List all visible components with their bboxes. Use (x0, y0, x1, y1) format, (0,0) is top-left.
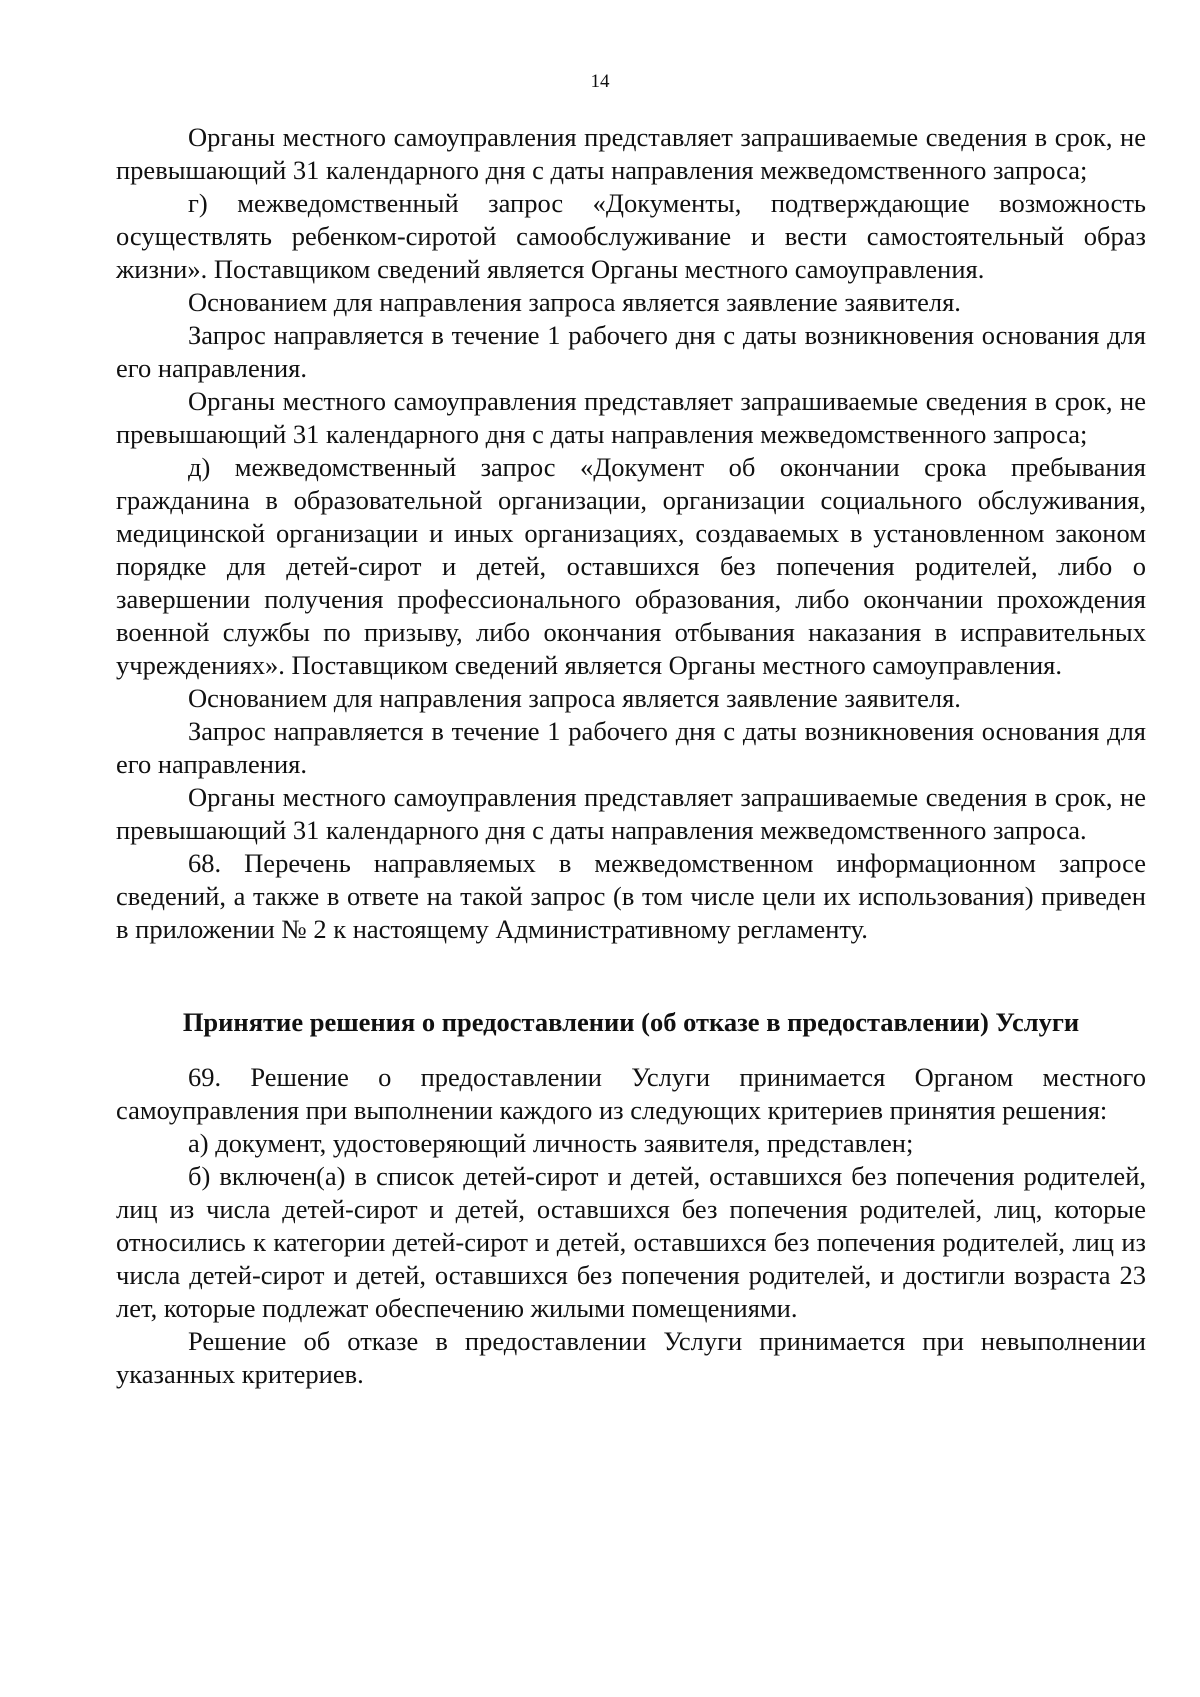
paragraph: д) межведомственный запрос «Документ об окончании срока пребывания гражданина в образовательной организации, организации социального обслуживания, медицинской организации и иных организациях, создаваемых в установленном законом порядке для детей-сирот и детей, оставшихся без попечения родителей, либо о завершении получения профессионального образования, либо окончании прохождения военной службы по призыву, либо окончания отбывания наказания в исправительных учреждениях». Поставщиком сведений является Органы местного самоуправления. (116, 452, 1146, 680)
section-heading: Принятие решения о предоставлении (об отказе в предоставлении) Услуги (182, 1007, 1080, 1037)
paragraph: Органы местного самоуправления представляет запрашиваемые сведения в срок, не превышающий 31 календарного дня с даты направления межведомственного запроса. (116, 782, 1146, 845)
paragraph: б) включен(а) в список детей-сирот и детей, оставшихся без попечения родителей, лиц из числа детей-сирот и детей, оставшихся без попечения родителей, лиц, которые относились к категории детей-сирот и детей, оставшихся без попечения родителей, лиц из числа детей-сирот и детей, оставшихся без попечения родителей, и достигли возраста 23 лет, которые подлежат обеспечению жилыми помещениями. (116, 1161, 1146, 1323)
paragraph: Органы местного самоуправления представляет запрашиваемые сведения в срок, не превышающий 31 календарного дня с даты направления межведомственного запроса; (116, 122, 1146, 185)
paragraph: 68. Перечень направляемых в межведомственном информационном запросе сведений, а также в ответе на такой запрос (в том числе цели их использования) приведен в приложении № 2 к настоящему Административному регламенту. (116, 848, 1146, 944)
paragraph: г) межведомственный запрос «Документы, подтверждающие возможность осуществлять ребенком-сиротой самообслуживание и вести самостоятельный образ жизни». Поставщиком сведений является Органы местного самоуправления. (116, 188, 1146, 284)
paragraph: Органы местного самоуправления представляет запрашиваемые сведения в срок, не превышающий 31 календарного дня с даты направления межведомственного запроса; (116, 386, 1146, 449)
paragraph: Основанием для направления запроса является заявление заявителя. (188, 683, 961, 713)
paragraph: Решение об отказе в предоставлении Услуги принимается при невыполнении указанных критериев. (116, 1326, 1146, 1389)
paragraph: Основанием для направления запроса является заявление заявителя. (188, 287, 961, 317)
page-number: 14 (590, 71, 610, 92)
paragraph: а) документ, удостоверяющий личность заявителя, представлен; (188, 1128, 914, 1158)
paragraph: 69. Решение о предоставлении Услуги принимается Органом местного самоуправления при выполнении каждого из следующих критериев принятия решения: (116, 1062, 1146, 1125)
document-body (116, 121, 1146, 1391)
paragraph: Запрос направляется в течение 1 рабочего дня с даты возникновения основания для его направления. (116, 716, 1146, 779)
paragraph: Запрос направляется в течение 1 рабочего дня с даты возникновения основания для его направления. (116, 320, 1146, 383)
